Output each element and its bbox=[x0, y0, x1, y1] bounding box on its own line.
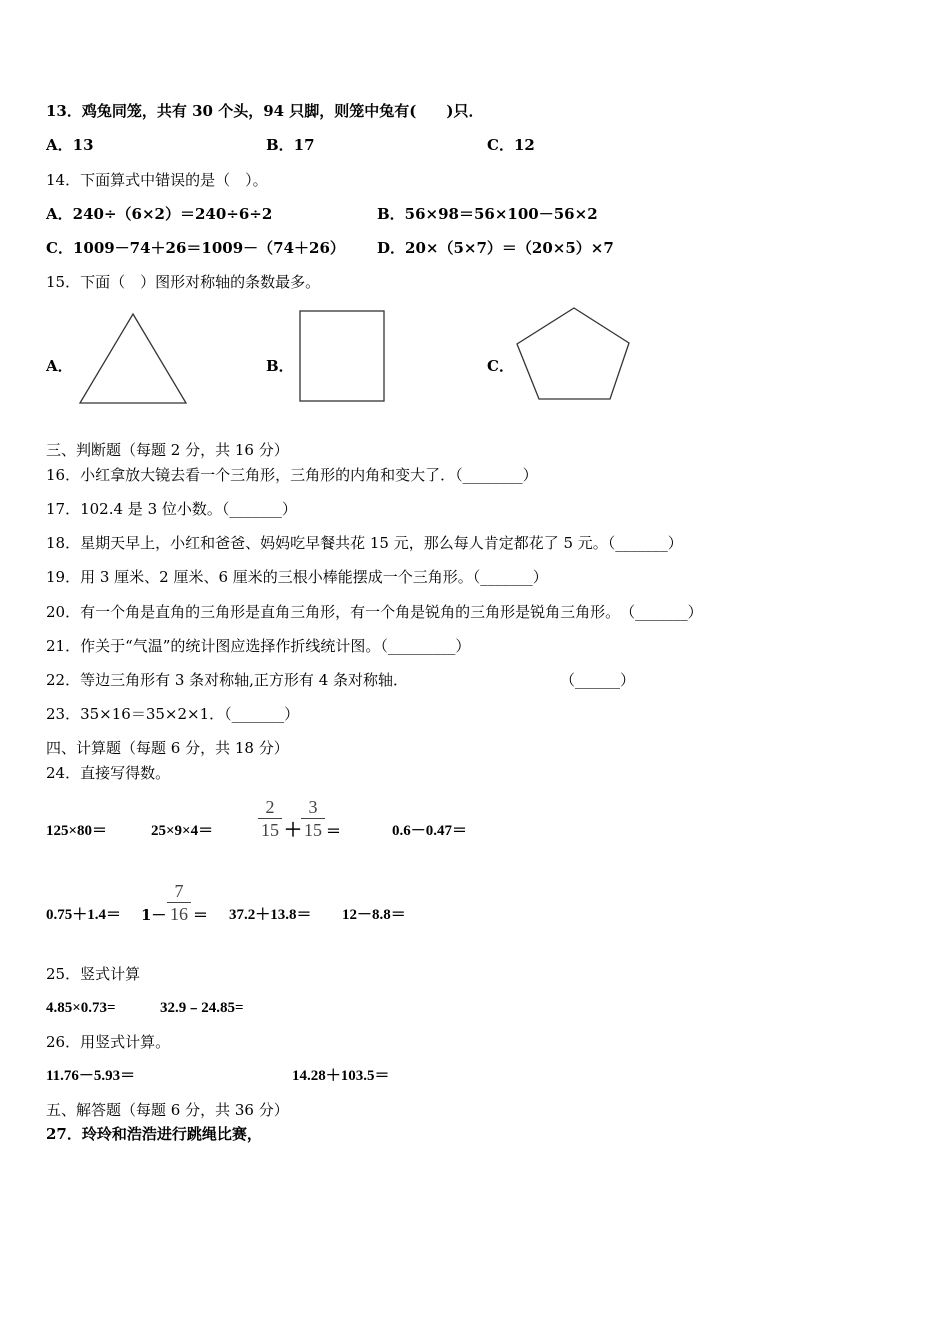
q24-calc-2: 25×9×4＝ bbox=[151, 823, 214, 839]
q14-stem: 14．下面算式中错误的是（ ）。 bbox=[46, 171, 268, 189]
q15-option-a: A． bbox=[46, 357, 73, 375]
q22-answer-blank[interactable]: （______） bbox=[560, 671, 636, 689]
q21-statement: 21．作关于“气温”的统计图应选择作折线统计图。（_________） bbox=[46, 637, 471, 655]
q14-option-b: B．56×98＝56×100－56×2 bbox=[377, 205, 598, 223]
q13-stem: 13．鸡兔同笼，共有 30 个头，94 只脚，则笼中兔有( )只． bbox=[46, 102, 484, 120]
q26-calc-1: 11.76－5.93＝ bbox=[46, 1068, 136, 1084]
q25-calc-1: 4.85×0.73= bbox=[46, 1000, 116, 1016]
triangle-figure bbox=[78, 312, 188, 406]
square-figure bbox=[298, 309, 386, 404]
q26-stem: 26．用竖式计算。 bbox=[46, 1033, 171, 1051]
q15-option-b: B． bbox=[266, 357, 294, 375]
q24-calc-6-prefix: 1－ bbox=[141, 906, 167, 924]
q15-stem: 15．下面（ ）图形对称轴的条数最多。 bbox=[46, 273, 321, 291]
q24-calc-1: 125×80＝ bbox=[46, 823, 108, 839]
q22-statement: 22．等边三角形有 3 条对称轴,正方形有 4 条对称轴． bbox=[46, 671, 409, 689]
q25-stem: 25．竖式计算 bbox=[46, 965, 141, 983]
q19-statement: 19．用 3 厘米、2 厘米、6 厘米的三根小棒能摆成一个三角形。（_______） bbox=[46, 568, 548, 586]
q14-option-a: A．240÷（6×2）＝240÷6÷2 bbox=[46, 205, 273, 223]
q14-option-d: D．20×（5×7）＝（20×5）×7 bbox=[377, 239, 614, 257]
fraction-denominator: 15 bbox=[261, 820, 279, 840]
q13-option-b: B．17 bbox=[266, 136, 315, 154]
q24-stem: 24．直接写得数。 bbox=[46, 764, 171, 782]
q18-statement: 18．星期天早上，小红和爸爸、妈妈吃早餐共花 15 元，那么每人肯定都花了 5 元。（_______） bbox=[46, 534, 683, 552]
q14-option-c: C．1009－74＋26＝1009－（74＋26） bbox=[46, 239, 345, 257]
q24-calc-7: 37.2＋13.8＝ bbox=[229, 907, 312, 923]
fraction-numerator: 7 bbox=[174, 881, 184, 901]
q13-option-c: C．12 bbox=[487, 136, 535, 154]
q17-statement: 17．102.4 是 3 位小数。（_______） bbox=[46, 500, 297, 518]
q20-statement: 20．有一个角是直角的三角形是直角三角形，有一个角是锐角的三角形是锐角三角形。 （_______） bbox=[46, 603, 703, 621]
q13-option-a: A．13 bbox=[46, 136, 94, 154]
q24-calc-8: 12－8.8＝ bbox=[342, 907, 406, 923]
q24-calc-4: 0.6－0.47＝ bbox=[392, 823, 468, 839]
fraction-2-15 bbox=[258, 797, 282, 840]
equals-sign: ＝ bbox=[193, 906, 209, 924]
q27-stem: 27．玲玲和浩浩进行跳绳比赛， bbox=[46, 1125, 262, 1143]
q24-calc-5: 0.75＋1.4＝ bbox=[46, 907, 122, 923]
pentagon-figure bbox=[514, 306, 632, 402]
fraction-denominator: 15 bbox=[304, 820, 322, 840]
q16-statement: 16．小红拿放大镜去看一个三角形，三角形的内角和变大了．（________） bbox=[46, 466, 538, 484]
section3-title: 三、判断题（每题 2 分，共 16 分） bbox=[46, 441, 289, 459]
equals-sign: ＝ bbox=[326, 822, 342, 840]
q15-option-c: C． bbox=[487, 357, 514, 375]
section4-title: 四、计算题（每题 6 分，共 18 分） bbox=[46, 739, 289, 757]
section5-title: 五、解答题（每题 6 分，共 36 分） bbox=[46, 1101, 289, 1119]
fraction-numerator: 2 bbox=[265, 797, 275, 817]
fraction-numerator: 3 bbox=[308, 797, 318, 817]
fraction-denominator: 16 bbox=[170, 904, 188, 924]
plus-sign: ＋ bbox=[284, 820, 302, 841]
q26-calc-2: 14.28＋103.5＝ bbox=[292, 1068, 390, 1084]
q25-calc-2: 32.9﹣24.85= bbox=[160, 1000, 244, 1016]
fraction-7-16 bbox=[167, 881, 191, 924]
q23-statement: 23．35×16＝35×2×1．（_______） bbox=[46, 705, 300, 723]
fraction-3-15 bbox=[301, 797, 325, 840]
